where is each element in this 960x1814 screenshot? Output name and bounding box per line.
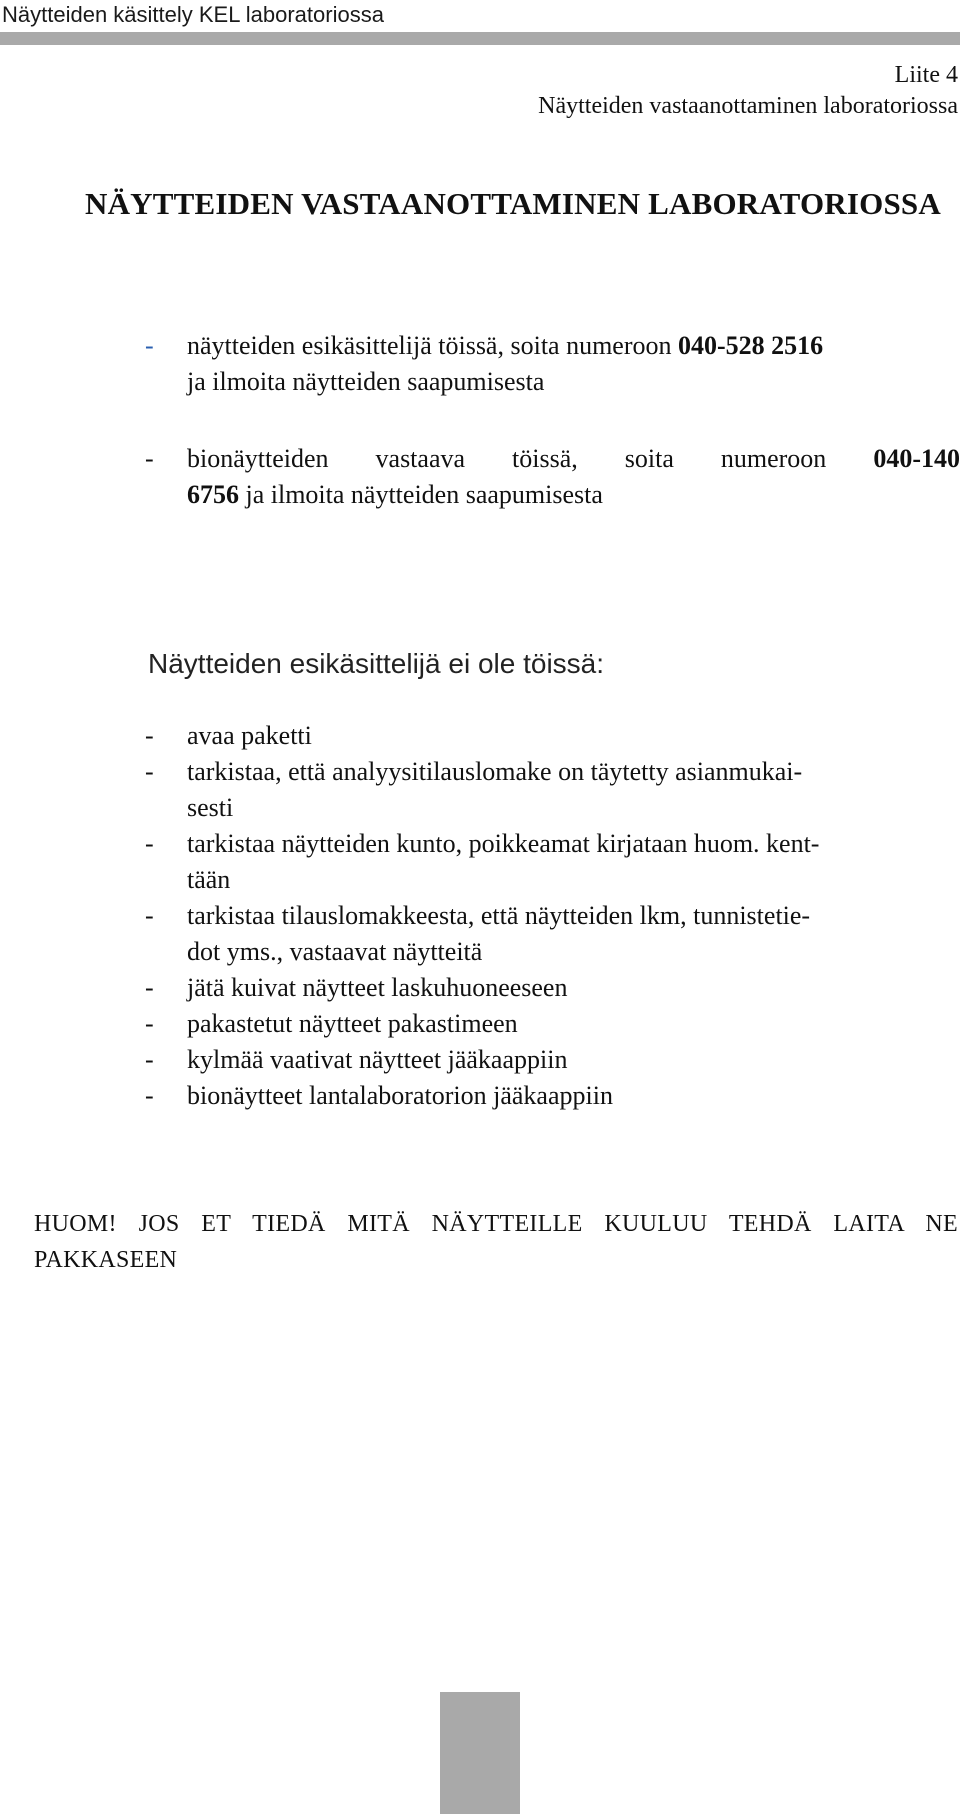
list-item-text: tarkistaa näytteiden kunto, poikkeamat kirjataan huom. kent- xyxy=(187,829,820,858)
phone-number-part-1: 040-140 xyxy=(873,444,960,473)
list-item-text-cont: sesti xyxy=(187,793,234,822)
running-header-title: Näytteiden käsittely KEL laboratoriossa xyxy=(2,2,384,27)
list-item-text: tarkistaa, että analyysitilauslomake on täytetty asianmukai- xyxy=(187,757,803,786)
contact-item-bio-samples xyxy=(145,441,960,517)
contact-line-1 xyxy=(187,441,960,477)
contact-text xyxy=(187,441,960,513)
list-dash: - xyxy=(145,1045,154,1074)
list-dash: - xyxy=(145,331,154,360)
warning-notice-line-1: HUOM! JOS ET TIEDÄ MITÄ NÄYTTEILLE KUULUU TEHDÄ LAITA NE xyxy=(34,1211,958,1237)
list-item xyxy=(145,826,960,898)
page-footer-block xyxy=(440,1692,520,1814)
list-item-text: jätä kuivat näytteet laskuhuoneeseen xyxy=(187,973,568,1002)
list-item xyxy=(145,1042,960,1078)
contact-instruction: bionäytteiden vastaava töissä, soita numeroon xyxy=(187,444,874,473)
warning-notice-line-2: PAKKASEEN xyxy=(34,1247,178,1273)
contact-instruction: näytteiden esikäsittelijä töissä, soita numeroon xyxy=(187,331,679,360)
warning-notice xyxy=(34,1206,958,1278)
appendix-label-block xyxy=(538,60,958,122)
contact-item-preprocessor xyxy=(145,328,960,404)
section-heading: Näytteiden esikäsittelijä ei ole töissä: xyxy=(148,648,605,679)
list-dash: - xyxy=(145,901,154,930)
appendix-number: Liite 4 xyxy=(894,62,958,88)
list-item xyxy=(145,718,960,754)
list-dash: - xyxy=(145,1009,154,1038)
steps-list xyxy=(145,718,960,1114)
appendix-subtitle: Näytteiden vastaanottaminen laboratoriossa xyxy=(538,93,958,119)
list-item xyxy=(145,970,960,1006)
list-item-text: tarkistaa tilauslomakkeesta, että näytteiden lkm, tunnistetie- xyxy=(187,901,811,930)
page-title: NÄYTTEIDEN VASTAANOTTAMINEN LABORATORIOSSA xyxy=(85,186,941,221)
list-dash: - xyxy=(145,973,154,1002)
list-dash: - xyxy=(145,757,154,786)
list-item-text: bionäytteet lantalaboratorion jääkaappiin xyxy=(187,1081,613,1110)
list-dash: - xyxy=(145,1081,154,1110)
list-item-text-cont: tään xyxy=(187,865,231,894)
list-item-text: avaa paketti xyxy=(187,721,312,750)
header-rule xyxy=(0,32,960,45)
list-item xyxy=(145,898,960,970)
list-item-text-cont: dot yms., vastaavat näytteitä xyxy=(187,937,483,966)
contact-instruction-cont: ja ilmoita näytteiden saapumisesta xyxy=(187,367,545,396)
list-item-text: kylmää vaativat näytteet jääkaappiin xyxy=(187,1045,568,1074)
running-header xyxy=(0,0,960,46)
list-item-text: pakastetut näytteet pakastimeen xyxy=(187,1009,518,1038)
contact-text xyxy=(187,328,960,400)
list-item xyxy=(145,1078,960,1114)
contact-instruction-cont: ja ilmoita näytteiden saapumisesta xyxy=(239,480,603,509)
list-item xyxy=(145,754,960,826)
phone-number: 040-528 2516 xyxy=(678,331,824,360)
list-dash: - xyxy=(145,721,154,750)
phone-number-part-2: 6756 xyxy=(187,480,239,509)
list-item xyxy=(145,1006,960,1042)
list-dash: - xyxy=(145,829,154,858)
list-dash: - xyxy=(145,444,154,473)
